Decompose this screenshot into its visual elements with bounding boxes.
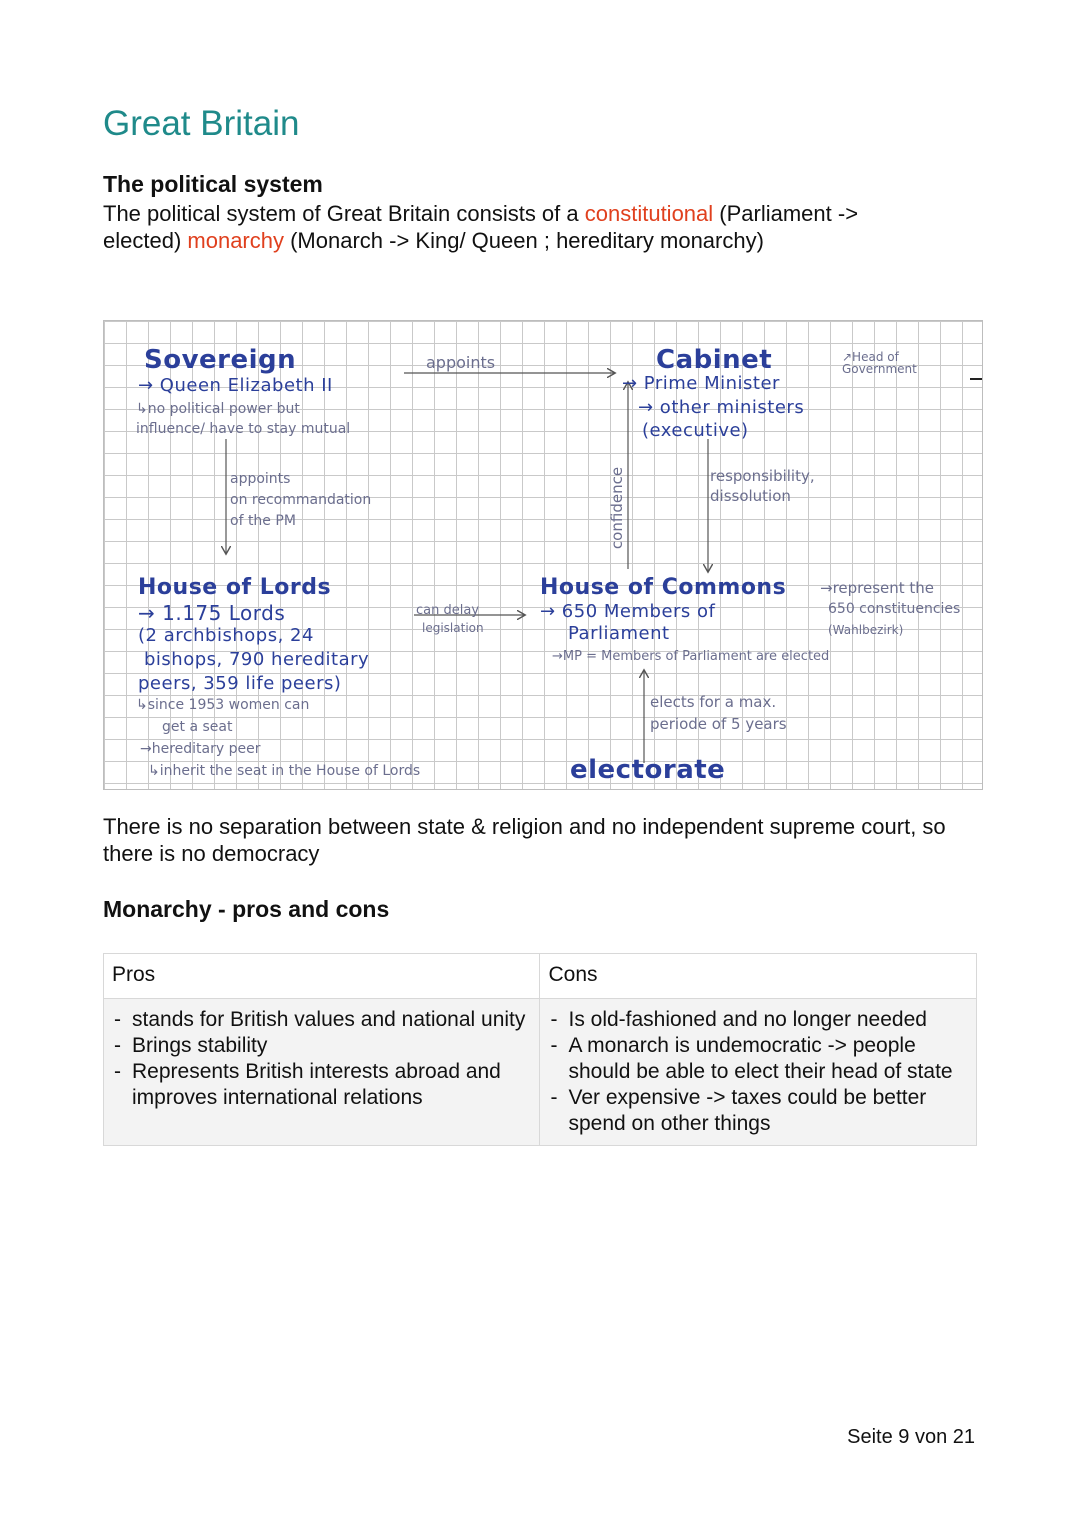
separation-text: There is no separation between state & religion and no independent supreme court, so there is no democracy bbox=[103, 814, 946, 866]
label-confidence: confidence bbox=[608, 466, 627, 550]
commons-title: House of Commons bbox=[540, 575, 787, 600]
label-elects: elects for a max. bbox=[650, 693, 777, 711]
section-heading-monarchy: Monarchy - pros and cons bbox=[103, 896, 390, 922]
cabinet-head-note: ↗Head of Government bbox=[842, 350, 917, 376]
label-responsibility: responsibility, bbox=[710, 467, 815, 485]
label-appoints-left: appoints bbox=[230, 471, 291, 487]
highlight-constitutional: constitutional bbox=[584, 201, 714, 226]
sovereign-line: → Queen Elizabeth II bbox=[138, 375, 333, 396]
text-part: elected) bbox=[103, 228, 188, 253]
commons-represent: →represent the bbox=[820, 579, 935, 597]
cabinet-line: → other ministers bbox=[638, 397, 805, 418]
section-heading-political-system: The political system bbox=[103, 171, 323, 197]
lords-line: ↳inherit the seat in the House of Lords bbox=[148, 763, 421, 779]
cabinet-line: → Prime Minister bbox=[622, 373, 780, 394]
cabinet-title: Cabinet bbox=[656, 345, 773, 375]
pros-cons-table bbox=[103, 953, 977, 1146]
lords-line: get a seat bbox=[162, 719, 233, 735]
highlight-monarchy: monarchy bbox=[187, 228, 284, 253]
text-part: The political system of Great Britain consists of a bbox=[103, 201, 585, 226]
commons-represent: 650 constituencies bbox=[828, 601, 961, 617]
lords-line: →hereditary peer bbox=[140, 741, 261, 757]
pros-list bbox=[112, 1007, 531, 1111]
list-item: - Represents British interests abroad and improves international relations bbox=[112, 1059, 531, 1111]
label-appoints-left: on recommandation bbox=[230, 492, 372, 508]
pros-header: Pros bbox=[104, 954, 540, 999]
sovereign-title: Sovereign bbox=[144, 345, 297, 375]
list-item: - stands for British values and national unity bbox=[112, 1007, 531, 1033]
label-can-delay: can delay bbox=[416, 603, 480, 618]
political-system-diagram bbox=[103, 320, 983, 790]
list-item: - A monarch is undemocratic -> people should be able to elect their head of state bbox=[548, 1033, 968, 1085]
lords-title: House of Lords bbox=[138, 575, 332, 600]
page-title: Great Britain bbox=[103, 104, 300, 143]
commons-line: Parliament bbox=[568, 623, 670, 644]
cons-cell bbox=[540, 999, 977, 1146]
list-item: - Ver expensive -> taxes could be better spend on other things bbox=[548, 1085, 968, 1137]
label-responsibility: dissolution bbox=[710, 487, 791, 505]
cabinet-line: (executive) bbox=[642, 420, 749, 441]
lords-line: → 1.175 Lords bbox=[138, 601, 286, 625]
lords-line: peers, 359 life peers) bbox=[138, 673, 342, 694]
text-part: (Monarch -> King/ Queen ; hereditary monarchy) bbox=[283, 228, 764, 253]
commons-line: →MP = Members of Parliament are elected bbox=[552, 649, 830, 664]
label-appoints-left: of the PM bbox=[230, 513, 296, 529]
list-item: - Is old-fashioned and no longer needed bbox=[548, 1007, 968, 1033]
sovereign-line: influence/ have to stay mutual bbox=[136, 421, 351, 437]
text-part: (Parliament -> bbox=[713, 201, 859, 226]
cons-list bbox=[548, 1007, 968, 1137]
lords-line: ↳since 1953 women can bbox=[136, 697, 310, 713]
page-number: Seite 9 von 21 bbox=[847, 1426, 975, 1448]
list-item: - Brings stability bbox=[112, 1033, 531, 1059]
label-can-delay: legislation bbox=[422, 621, 484, 635]
cons-header: Cons bbox=[540, 954, 977, 999]
table-header-row bbox=[104, 954, 977, 999]
political-system-text bbox=[103, 200, 983, 254]
electorate-label: electorate bbox=[570, 755, 726, 785]
label-elects: periode of 5 years bbox=[650, 715, 787, 733]
pros-cell bbox=[104, 999, 540, 1146]
table-row bbox=[104, 999, 977, 1146]
commons-represent: (Wahlbezirk) bbox=[828, 623, 904, 637]
commons-line: → 650 Members of bbox=[540, 601, 716, 622]
lords-line: bishops, 790 hereditary bbox=[144, 649, 370, 670]
lords-line: (2 archbishops, 24 bbox=[138, 625, 314, 646]
label-appoints-top: appoints bbox=[426, 353, 496, 372]
sovereign-line: ↳no political power but bbox=[136, 401, 300, 417]
